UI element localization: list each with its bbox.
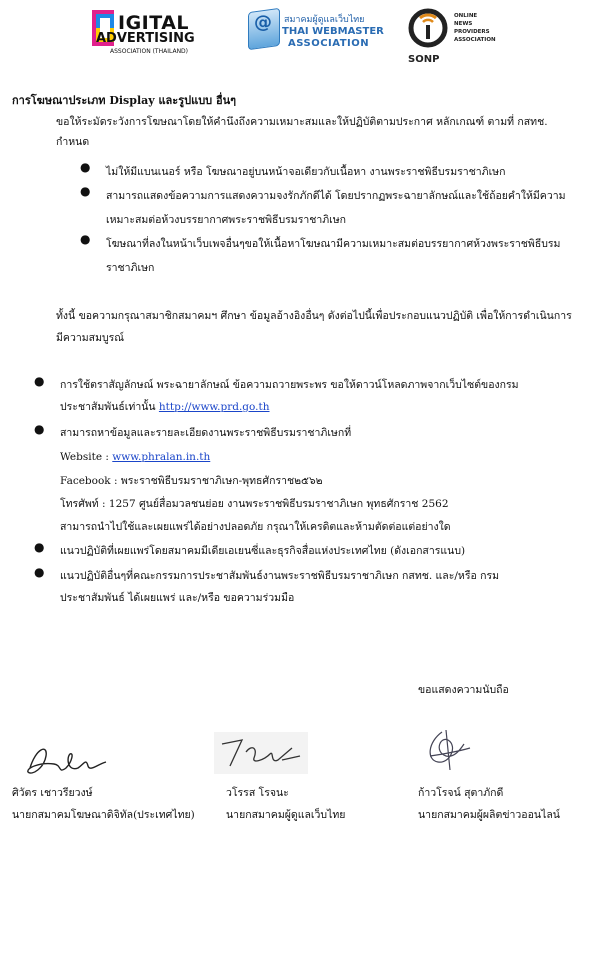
logo-bar (0, 4, 600, 84)
sub-bullet-2: สามารถแสดงข้อความการแสดงความจงรักภักดีได้ โดยปรากฏพระฉายาลักษณ์และใช้ถ้อยคำให้มีความเหมาะสมต่อห้วงบรรยากาศพระราชพิธีบรมราชาภิเษก (106, 190, 566, 226)
digital-advertising-logo (92, 10, 212, 62)
prd-link[interactable]: http://www.prd.go.th (158, 401, 270, 413)
bullet-dot-icon: ● (34, 374, 45, 388)
main-bullet-4: แนวปฏิบัติอื่นๆที่คณะกรรมการประชาสัมพันธ์งานพระราชพิธีบรมราชาภิเษก กสทช. และ/หรือ กรมประชาสัมพันธ์ ได้เผยแพร่ และ/หรือ ขอความร่วมมือ (60, 570, 500, 604)
main-bullet-2: สามารถหาข้อมูลและรายละเอียดงานพระราชพิธีบรมราชาภิเษกที่ (60, 427, 352, 439)
sonp-logo (406, 8, 516, 72)
facebook-line: Facebook : พระราชพิธีบรมราชาภิเษก-พุทธศักราช๒๕๖๒ (60, 475, 323, 487)
closing-text: ขอแสดงความนับถือ (418, 684, 509, 696)
bullet-dot-icon: ● (80, 232, 91, 246)
signatory-1-name: ศิวัตร เชาวรียวงษ์ (12, 787, 93, 799)
power-signal-icon (408, 8, 448, 48)
signatory-2-title: นายกสมาคมผู้ดูแลเว็บไทย (226, 809, 346, 821)
bullet-dot-icon: ● (34, 565, 45, 579)
tw-logo-thai: สมาคมผู้ดูแลเว็บไทย (284, 15, 365, 25)
tw-logo-line1: THAI WEBMASTER (282, 26, 384, 37)
bullet-dot-icon: ● (34, 422, 45, 436)
bullet-dot-icon: ● (80, 184, 91, 198)
signature-3-icon (420, 726, 480, 774)
signatory-3-name: ก้าวโรจน์ สุตาภักดี (418, 787, 504, 799)
signature-1-icon (22, 738, 122, 782)
sub-bullet-1: ไม่ให้มีแบนเนอร์ หรือ โฆษณาอยู่บนหน้าจอเดียวกับเนื้อหา งานพระราชพิธีบรมราชาภิเษก (106, 166, 506, 178)
signature-2-icon (212, 730, 312, 776)
da-logo-line2: ADVERTISING (96, 31, 195, 46)
signatory-3-title: นายกสมาคมผู้ผลิตข่าวออนไลน์ (418, 809, 560, 821)
bullet-dot-icon: ● (34, 540, 45, 554)
main-bullet-3: แนวปฏิบัติที่เผยแพร่โดยสมาคมมีเดียเอเยนซี่และธุรกิจสื่อแห่งประเทศไทย (ดังเอกสารแนบ) (60, 545, 466, 557)
share-note: สามารถนำไปใช้และเผยแพร่ได้อย่างปลอดภัย กรุณาให้เครดิตและห้ามตัดต่อแต่อย่างใด (60, 521, 451, 533)
section-heading: การโฆษณาประเภท Display และรูปแบบ อื่นๆ (12, 94, 237, 107)
da-logo-line3: ASSOCIATION (THAILAND) (110, 48, 189, 55)
phralan-link[interactable]: www.phralan.in.th (112, 451, 211, 463)
website-line: Website : www.phralan.in.th (60, 451, 211, 463)
reference-paragraph: ทั้งนี้ ขอความกรุณาสมาชิกสมาคมฯ ศึกษา ข้อมูลอ้างอิงอื่นๆ ดังต่อไปนี้เพื่อประกอบแนวปฏิบัติ เพื่อให้การดำเนินการมีความสมบูรณ์ (56, 310, 572, 344)
bullet-dot-icon: ● (80, 160, 91, 174)
tw-logo-line2: ASSOCIATION (288, 38, 370, 49)
sonp-logo-label: SONP (408, 54, 440, 65)
phone-line: โทรศัพท์ : 1257 ศูนย์สื่อมวลชนย่อย งานพระราชพิธีบรมราชาภิเษก พุทธศักราช 2562 (60, 498, 449, 510)
thai-webmaster-logo (248, 8, 384, 68)
signatory-1-title: นายกสมาคมโฆษณาดิจิทัล(ประเทศไทย) (12, 809, 195, 821)
da-logo-line1: IGITAL (118, 12, 190, 34)
main-bullet-1: การใช้ตราสัญลักษณ์ พระฉายาลักษณ์ ข้อความถวายพระพร ขอให้ดาวน์โหลดภาพจากเว็บไซต์ของกรมประชาสัมพันธ์เท่านั้น http://www.prd.go.th (60, 379, 519, 413)
tw-at-glyph: @ (254, 12, 272, 33)
sonp-logo-text: ONLINE NEWS PROVIDERS ASSOCIATION (454, 13, 496, 43)
intro-paragraph: ขอให้ระมัดระวังการโฆษณาโดยให้คำนึงถึงความเหมาะสมและให้ปฏิบัติตามประกาศ หลักเกณฑ์ ตามที่ กสทช. กำหนด (56, 116, 548, 148)
signatory-2-name: วโรรส โรจนะ (226, 787, 289, 799)
sub-bullet-3: โฆษณาที่ลงในหน้าเว็บเพจอื่นๆขอให้เนื้อหาโฆษณามีความเหมาะสมต่อบรรยากาศห้วงพระราชพิธีบรมราชาภิเษก (106, 238, 561, 274)
